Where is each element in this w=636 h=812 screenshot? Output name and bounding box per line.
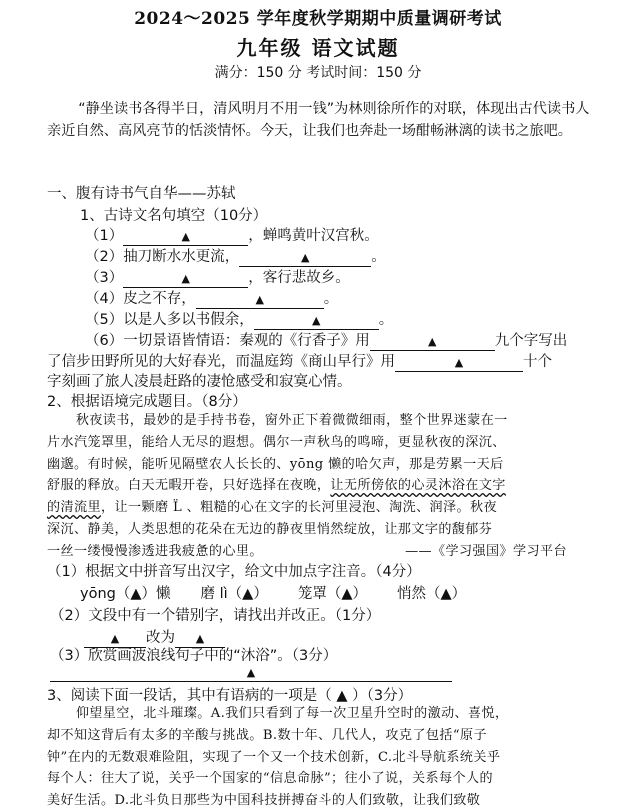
answer-blank[interactable] <box>123 270 248 288</box>
passage-line: 秋夜读书，最妙的是手持书卷，窗外正下着微微细雨，整个世界迷蒙在一 <box>75 413 508 428</box>
item-text: ，客行悲故乡。 <box>248 270 350 286</box>
passage-text: 舒服的释放。白天无暇开卷，只好选择在夜晚， <box>47 478 331 494</box>
q1-item-5 <box>85 308 393 330</box>
q1-item-6-line2 <box>47 350 552 372</box>
item-number: （1） <box>85 228 124 244</box>
q1-item-3 <box>85 266 350 288</box>
q3-title: 3、阅读下面一段话，其中有语病的一项是（ ▲ ）（3分） <box>47 688 413 704</box>
pinyin-item[interactable]: 磨 lì（▲） <box>200 586 268 602</box>
q1-item-6-line3: 字刻画了旅人凌晨赶路的凄怆感受和寂寞心情。 <box>47 374 352 390</box>
answer-blank[interactable] <box>370 333 495 351</box>
q3-passage <box>47 703 603 812</box>
answer-blank[interactable] <box>196 291 324 309</box>
item-number: （3） <box>85 270 124 286</box>
passage-text: 一丝一缕慢慢渗透进我疲惫的心里。 <box>47 543 263 559</box>
blank-marker: ▲ <box>312 314 321 327</box>
section1-heading: 一、腹有诗书气自华——苏轼 <box>47 186 236 202</box>
blank-marker: ▲ <box>195 632 205 645</box>
q2-sub1-items <box>80 582 466 603</box>
q1-item-4 <box>85 287 338 309</box>
item-text: 。 <box>371 249 386 265</box>
q1-item-1 <box>85 224 379 246</box>
exam-title: 2024～2025 学年度秋学期期中质量调研考试 <box>134 9 502 29</box>
q2-title: 2、根据语境完成题目。（8分） <box>47 394 247 410</box>
blank-marker: ▲ <box>428 335 437 348</box>
blank-marker: ▲ <box>181 230 190 243</box>
item-number: （2） <box>85 249 124 265</box>
item-text: ，蝉鸣黄叶汉宫秋。 <box>248 228 379 244</box>
item-number: （4） <box>85 291 124 307</box>
passage-line: 却不知这背后有太多的辛酸与挑战。B.数十年、几代人，攻克了包括“原子 <box>47 727 487 743</box>
passage-line: 每个人：往大了说，关乎一个国家的“信息命脉”；往小了说，关系每个人的 <box>47 771 493 787</box>
blank-marker: ▲ <box>454 356 464 369</box>
item-text: 以是人多以书假余， <box>123 312 254 328</box>
passage-line: 美好生活。D.北斗负日那些为中国科技拼搏奋斗的人们致敬，让我们致敬 <box>47 793 481 809</box>
blank-marker: ▲ <box>110 632 120 645</box>
item-text: 抽刀断水水更流， <box>123 249 240 265</box>
passage-line: 片水汽笼罩里，能给人无尽的遐想。偶尔一声秋鸟的鸣啼，更显秋夜的深沉、 <box>47 434 506 450</box>
intro-paragraph: “静坐读书各得半日，清风明月不用一钱”为林则徐所作的对联，体现出古代读书人亲近自然、高风亮节的恬淡情怀。今天，让我们也奔赴一场酣畅淋漓的读书之旅吧。 <box>47 101 590 139</box>
passage-source: ——《学习强国》学习平台 <box>405 543 567 559</box>
answer-blank[interactable] <box>123 228 248 246</box>
item-text: 。 <box>323 291 339 307</box>
pinyin-item[interactable]: 笼罩（▲） <box>297 586 367 602</box>
passage-line: 幽邈。有时候，能听见隔壁农人长长的、yōng 懒的哈欠声，那是劳累一天后 <box>47 456 504 472</box>
passage-line <box>47 475 603 497</box>
item-text: 了信步田野所见的大好春光，而温庭筠《商山早行》用 <box>47 354 395 370</box>
blank-marker: ▲ <box>255 293 264 306</box>
blank-marker: ▲ <box>246 666 256 679</box>
item-number: （6） <box>85 333 124 349</box>
pinyin-item[interactable]: yōng（▲）懒 <box>80 586 171 602</box>
q1-title: 1、古诗文名句填空（10分） <box>80 208 268 224</box>
answer-blank[interactable] <box>395 354 523 372</box>
blank-marker: ▲ <box>181 272 190 285</box>
pinyin-item[interactable]: 悄然（▲） <box>396 586 467 602</box>
item-text: 改为 <box>146 630 175 646</box>
answer-blank[interactable] <box>239 249 371 267</box>
answer-blank[interactable] <box>254 312 379 330</box>
passage-line: 钟”在内的无数艰难险阻，实现了一个又一个技术创新，C.北斗导航系统关乎 <box>47 749 501 765</box>
exam-meta: 满分：150 分 考试时间：150 分 <box>214 65 422 81</box>
item-text: 皮之不存， <box>123 291 196 307</box>
q1-item-6 <box>85 329 567 351</box>
blank-marker: ▲ <box>301 251 310 264</box>
item-text: 一切景语皆情语：秦观的《行香子》用 <box>123 333 370 349</box>
wavy-underlined-sentence: 让无所傍依的心灵沐浴在文字 <box>330 478 506 494</box>
item-text: 九个字写出 <box>494 333 568 349</box>
q2-sub1: （1）根据文中拼音写出汉字，给文中加点字注音。（4分） <box>47 564 421 580</box>
q2-sub2: （2）文段中有一个错别字，请找出并改正。（1分） <box>50 608 381 624</box>
answer-blank[interactable] <box>50 664 452 682</box>
exam-subtitle: 九年级 语文试题 <box>236 36 400 60</box>
q2-sub3: （3）欣赏画波浪线句子中的“沐浴”。（3分） <box>50 648 338 664</box>
item-text: 。 <box>378 312 394 328</box>
q1-item-2 <box>85 245 386 267</box>
wavy-underlined-sentence: 的清流里 <box>47 500 101 516</box>
item-text: 十个 <box>523 354 552 370</box>
item-number: （5） <box>85 312 124 328</box>
passage-text: ，让一颗磨 L̈ 、粗糙的心在文字的长河里浸泡、淘洗、润泽。秋夜 <box>100 500 498 516</box>
passage-line <box>47 497 603 519</box>
passage-line: 深沉、静美，人类思想的花朵在无边的静夜里悄然绽放，让那文字的馥郁芬 <box>47 521 493 537</box>
passage-line: 仰望星空，北斗璀璨。A.我们只看到了每一次卫星升空时的激动、喜悦， <box>75 706 509 721</box>
q2-sub3-answer <box>50 664 452 682</box>
q2-passage <box>47 410 603 563</box>
